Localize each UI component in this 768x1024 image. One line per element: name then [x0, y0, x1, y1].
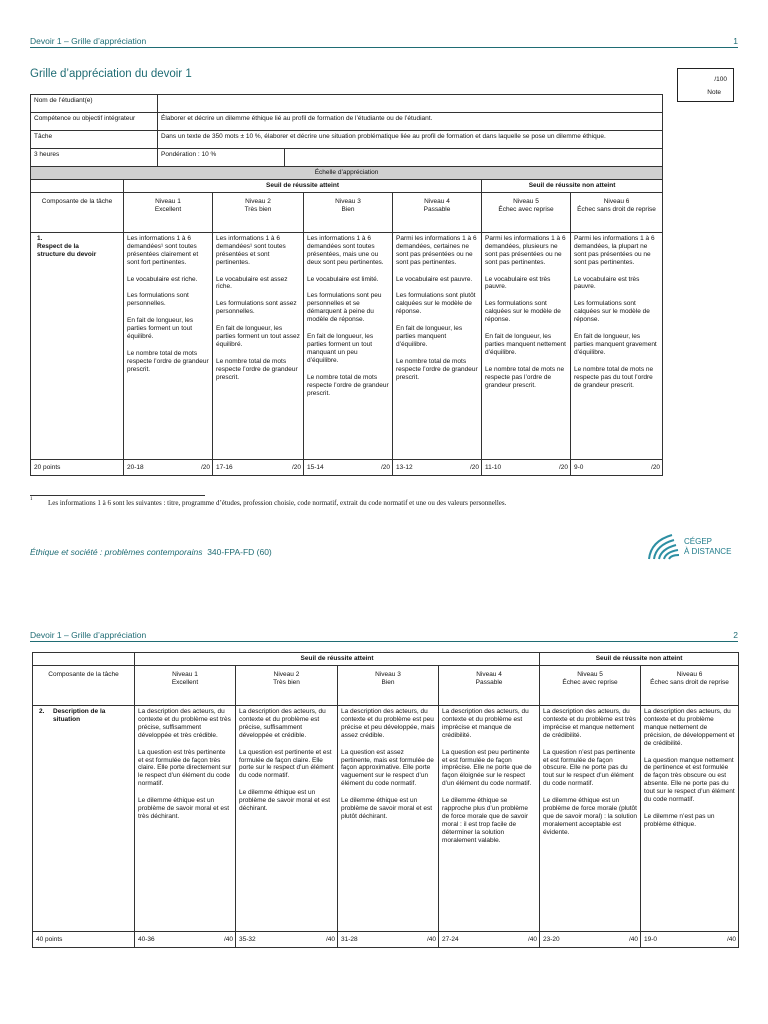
range: 11-10: [485, 463, 502, 471]
criteria-cell-level-6: [641, 705, 739, 931]
scale-title: Échelle d’appréciation: [31, 167, 663, 180]
score-label: Note: [707, 89, 721, 96]
max-score: /20: [291, 463, 301, 471]
range: 20-18: [127, 463, 144, 471]
score-range-6: [571, 459, 663, 475]
score-range-3: [338, 931, 439, 947]
level-name: Niveau 4: [424, 197, 450, 205]
cegep-logo: [644, 528, 744, 564]
criterion: Le nombre total de mots respecte l’ordre de grandeur prescrit.: [127, 350, 209, 373]
page-number: 1: [733, 36, 738, 46]
criteria-cell-level-1: [124, 232, 213, 459]
level-header-6: [571, 192, 663, 232]
criterion: Les informations 1 à 6 demandées¹ sont toutes présentées et sont pertinentes.: [216, 234, 286, 266]
criterion: La question est très pertinente et est formulée de façon très claire. Elle porte directement sur le respect d’un élément du code normatif.: [138, 748, 232, 788]
level-desc: Passable: [475, 678, 503, 686]
score-range-6: [641, 931, 739, 947]
component-cell: [31, 232, 124, 459]
criterion: La question est peu pertinente et est formulée de façon imprécise. Elle ne porte que de façon éloignée sur le respect d’un élément du code normatif.: [442, 748, 532, 788]
corner-cell: [33, 653, 135, 666]
level-header-5: [540, 665, 641, 705]
level-header-6: [641, 665, 739, 705]
criteria-cell-level-5: [540, 705, 641, 931]
level-header-2: [236, 665, 338, 705]
max-score: /40: [223, 935, 233, 943]
score-range-4: [439, 931, 540, 947]
level-desc: Échec sans droit de reprise: [577, 205, 656, 213]
range: 17-16: [216, 463, 233, 471]
max-score: /20: [469, 463, 479, 471]
course-code: 340-FPA-FD (60): [207, 547, 272, 557]
weight-empty-cell: [285, 149, 663, 167]
course-footer: [30, 547, 272, 557]
corner-cell: [31, 179, 124, 192]
criterion: La description des acteurs, du contexte et du problème est très précise, suffisamment développée et très crédible.: [138, 707, 231, 739]
points-label: 20 points: [31, 459, 124, 475]
document-title: Grille d’appréciation du devoir 1: [30, 68, 192, 80]
threshold-not-met-header: Seuil de réussite non atteint: [540, 653, 739, 666]
criterion: Le dilemme éthique est un problème de savoir moral et est très déchirant.: [138, 797, 230, 821]
footnote-marker: 1: [30, 497, 33, 502]
max-score: /40: [527, 935, 538, 943]
criterion: La question est pertinente et est formulée de façon claire. Elle porte sur le respect d’un élément du code normatif.: [239, 748, 334, 780]
competence-label: Compétence ou objectif intégrateur: [31, 113, 158, 131]
criterion: Parmi les informations 1 à 6 demandées, la plupart ne sont pas présentées ou ne sont pas pertinentes.: [574, 234, 655, 266]
criterion: Le nombre total de mots ne respecte pas l’ordre de grandeur prescrit.: [485, 365, 565, 389]
criterion: En fait de longueur, les parties forment un tout assez équilibré.: [216, 325, 300, 349]
criterion: La description des acteurs, du contexte et du problème est très imprécise et manque nettement de crédibilité.: [543, 707, 636, 739]
level-name: Niveau 6: [603, 197, 630, 205]
level-name: Niveau 5: [577, 670, 603, 678]
running-header-title: Devoir 1 – Grille d’appréciation: [30, 630, 147, 640]
criterion: Le dilemme éthique est un problème de savoir moral et est déchirant.: [239, 789, 331, 813]
threshold-not-met-header: Seuil de réussite non atteint: [482, 179, 663, 192]
criterion: Le vocabulaire est très pauvre.: [574, 275, 640, 291]
criterion: Les informations 1 à 6 demandées sont toutes présentées, mais une ou deux sont peu pertinentes.: [307, 234, 384, 266]
range: 9-0: [574, 463, 584, 471]
score-range-1: [135, 931, 236, 947]
criterion: Le vocabulaire est riche.: [127, 275, 198, 283]
points-label: 40 points: [33, 931, 135, 947]
range: 15-14: [307, 463, 324, 471]
criterion: En fait de longueur, les parties manquent nettement d’équilibre.: [485, 333, 566, 356]
footnote-separator: [30, 495, 205, 496]
criterion: Le vocabulaire est très pauvre.: [485, 275, 551, 291]
max-score: /40: [426, 935, 436, 943]
page1-running-header: [30, 34, 738, 48]
score-range-1: [124, 459, 213, 475]
criteria-cell-level-4: [439, 705, 540, 931]
competence-value: Élaborer et décrire un dilemme éthique lié au profil de formation de l’étudiante ou de l’étudiant.: [158, 113, 663, 131]
max-score: /20: [200, 463, 210, 471]
score-range-4: [393, 459, 482, 475]
criterion: En fait de longueur, les parties manquent gravement d’équilibre.: [574, 333, 657, 356]
criteria-cell-level-1: [135, 705, 236, 931]
level-name: Niveau 6: [676, 670, 703, 678]
criterion: Les formulations sont personnelles.: [127, 292, 189, 308]
criteria-cell-level-3: [304, 232, 393, 459]
component-name: Description de la situation: [53, 707, 106, 723]
task-value: Dans un texte de 350 mots ± 10 %, élaborer et décrire une situation problématique liée au profil de formation et dans laquelle se pose un dilemme éthique.: [158, 131, 663, 149]
range: 19-0: [644, 935, 658, 943]
range: 23-20: [543, 935, 560, 943]
criterion: La question n’est pas pertinente et est formulée de façon obscure. Elle ne porte pas du tout sur le respect d’un élément du code normatif.: [543, 748, 636, 788]
component-name: Respect de la structure du devoir: [37, 242, 97, 258]
level-desc: Échec avec reprise: [562, 678, 618, 686]
level-desc: Bien: [381, 678, 395, 686]
max-score: /40: [726, 935, 737, 943]
assignment-info-table: [30, 94, 663, 167]
criterion: Le nombre total de mots respecte l’ordre de grandeur prescrit.: [396, 357, 478, 381]
level-name: Niveau 1: [172, 670, 198, 678]
level-header-2: [213, 192, 304, 232]
level-desc: Excellent: [171, 678, 199, 686]
level-desc: Excellent: [154, 205, 182, 213]
level-name: Niveau 1: [155, 197, 181, 205]
cegep-logo-icon: [646, 531, 682, 561]
level-header-1: [124, 192, 213, 232]
student-name-label: Nom de l’étudiant(e): [31, 95, 158, 113]
score-max: /100: [714, 76, 727, 83]
criteria-cell-level-2: [213, 232, 304, 459]
max-score: /40: [628, 935, 639, 943]
duration: 3 heures: [31, 149, 158, 167]
criterion: Parmi les informations 1 à 6 demandées, certaines ne sont pas présentées ou ne sont pas pertinentes.: [396, 234, 477, 266]
component-number: 2.: [39, 707, 45, 715]
criterion: Le vocabulaire est limité.: [307, 275, 379, 283]
score-range-2: [213, 459, 304, 475]
running-header-title: Devoir 1 – Grille d’appréciation: [30, 36, 147, 46]
criterion: Le nombre total de mots ne respecte pas du tout l’ordre de grandeur prescrit.: [574, 365, 654, 389]
max-score: /40: [325, 935, 335, 943]
criteria-cell-level-6: [571, 232, 663, 459]
level-header-5: [482, 192, 571, 232]
max-score: /20: [380, 463, 390, 471]
level-desc: Passable: [423, 205, 451, 213]
criterion: Les formulations sont assez personnelles.: [216, 300, 297, 316]
criterion: Le dilemme éthique est un problème de force morale (plutôt que de savoir moral) : la solution moralement acceptable est évidente.: [543, 797, 637, 836]
criterion: Le nombre total de mots respecte l’ordre de grandeur prescrit.: [307, 373, 389, 397]
max-score: /20: [558, 463, 568, 471]
level-desc: Très bien: [273, 678, 300, 686]
student-name-field[interactable]: [158, 95, 663, 113]
criterion: En fait de longueur, les parties manquent d’équilibre.: [396, 325, 463, 349]
criterion: Parmi les informations 1 à 6 demandées, plusieurs ne sont pas présentées ou ne sont pas pertinentes.: [485, 234, 566, 266]
footnote-text: Les informations 1 à 6 sont les suivantes : titre, programme d’études, profession choisie, code normatif, extrait du code normatif et une ou des valeurs personnelles.: [48, 499, 507, 507]
criterion: En fait de longueur, les parties forment un tout équilibré.: [127, 317, 194, 341]
task-label: Tâche: [31, 131, 158, 149]
threshold-met-header: Seuil de réussite atteint: [124, 179, 482, 192]
level-desc: Échec sans droit de reprise: [650, 678, 729, 686]
criterion: Le dilemme n’est pas un problème éthique.: [644, 813, 715, 828]
criterion: Le nombre total de mots respecte l’ordre de grandeur prescrit.: [216, 357, 298, 381]
criterion: Les informations 1 à 6 demandées¹ sont toutes présentées clairement et sont fort pertinentes.: [127, 234, 199, 266]
score-box: [677, 68, 734, 102]
weight-label: Pondération :: [161, 151, 200, 158]
criterion: La description des acteurs, du contexte et du problème est peu précise et peu développée, mais assez crédible.: [341, 707, 435, 739]
criteria-cell-level-4: [393, 232, 482, 459]
criterion: Le dilemme éthique se rapproche plus d’un problème de force morale que de savoir moral : il est trop facile de déterminer la solution moralement valable.: [442, 797, 528, 844]
criterion: Les formulations sont plutôt calquées sur le modèle de réponse.: [396, 292, 476, 316]
page-number: 2: [733, 630, 738, 640]
criteria-cell-level-2: [236, 705, 338, 931]
criterion: Les formulations sont peu personnelles et se démarquent à peine du modèle de réponse.: [307, 292, 382, 324]
level-desc: Très bien: [244, 205, 272, 213]
level-name: Niveau 3: [375, 670, 401, 678]
range: 40-36: [138, 935, 155, 943]
criterion: La question manque nettement de pertinence et est formulée de façon très obscure ou est absente. Elle ne porte pas du tout sur le respect d’un élément du code normatif.: [644, 756, 735, 804]
level-header-3: [338, 665, 439, 705]
score-range-3: [304, 459, 393, 475]
criterion: Les formulations sont calquées sur le modèle de réponse.: [485, 300, 561, 324]
component-number: 1.: [37, 234, 43, 242]
rubric-table-page2: [32, 652, 739, 948]
weight-value: 10 %: [201, 151, 217, 158]
criterion: La description des acteurs, du contexte et du problème manque nettement de précision, de développement et de crédibilité.: [644, 707, 735, 747]
level-header-4: [439, 665, 540, 705]
score-range-5: [540, 931, 641, 947]
level-header-3: [304, 192, 393, 232]
criteria-cell-level-5: [482, 232, 571, 459]
level-name: Niveau 3: [335, 197, 361, 205]
rubric-table-page1: [30, 166, 663, 476]
level-name: Niveau 2: [245, 197, 271, 205]
weight: [158, 149, 285, 167]
criterion: Le vocabulaire est pauvre.: [396, 275, 473, 283]
logo-text-line2: À DISTANCE: [684, 547, 732, 556]
level-name: Niveau 4: [476, 670, 502, 678]
range: 27-24: [442, 935, 459, 943]
criterion: Les formulations sont calquées sur le modèle de réponse.: [574, 300, 650, 324]
level-header-4: [393, 192, 482, 232]
criterion: En fait de longueur, les parties forment un tout manquant un peu d’équilibre.: [307, 333, 374, 364]
max-score: /20: [651, 463, 661, 471]
component-header: Composante de la tâche: [31, 192, 124, 232]
level-name: Niveau 2: [273, 670, 300, 678]
component-header: Composante de la tâche: [33, 665, 135, 705]
page2-running-header: [30, 628, 738, 642]
criterion: Le dilemme éthique est un problème de savoir moral et est plutôt déchirant.: [341, 797, 433, 821]
threshold-met-header: Seuil de réussite atteint: [135, 653, 540, 666]
criteria-cell-level-3: [338, 705, 439, 931]
component-cell: [33, 705, 135, 931]
range: 35-32: [239, 935, 256, 943]
score-range-5: [482, 459, 571, 475]
criterion: Le vocabulaire est assez riche.: [216, 275, 288, 291]
criterion: La description des acteurs, du contexte et du problème est imprécise et manque de crédibilité.: [442, 707, 529, 739]
score-range-2: [236, 931, 338, 947]
criterion: La question est assez pertinente, mais est formulée de façon approximative. Elle porte vaguement sur le respect d’un élément du code normatif.: [341, 748, 434, 788]
level-desc: Échec avec reprise: [498, 205, 554, 213]
level-header-1: [135, 665, 236, 705]
level-desc: Bien: [341, 205, 355, 213]
course-title: Éthique et société : problèmes contemporains: [30, 547, 203, 557]
range: 31-28: [341, 935, 358, 943]
logo-text-line1: CÉGEP: [684, 537, 713, 546]
level-name: Niveau 5: [513, 197, 539, 205]
range: 13-12: [396, 463, 413, 471]
criterion: La description des acteurs, du contexte et du problème est précise, suffisamment développée et crédible.: [239, 707, 326, 739]
